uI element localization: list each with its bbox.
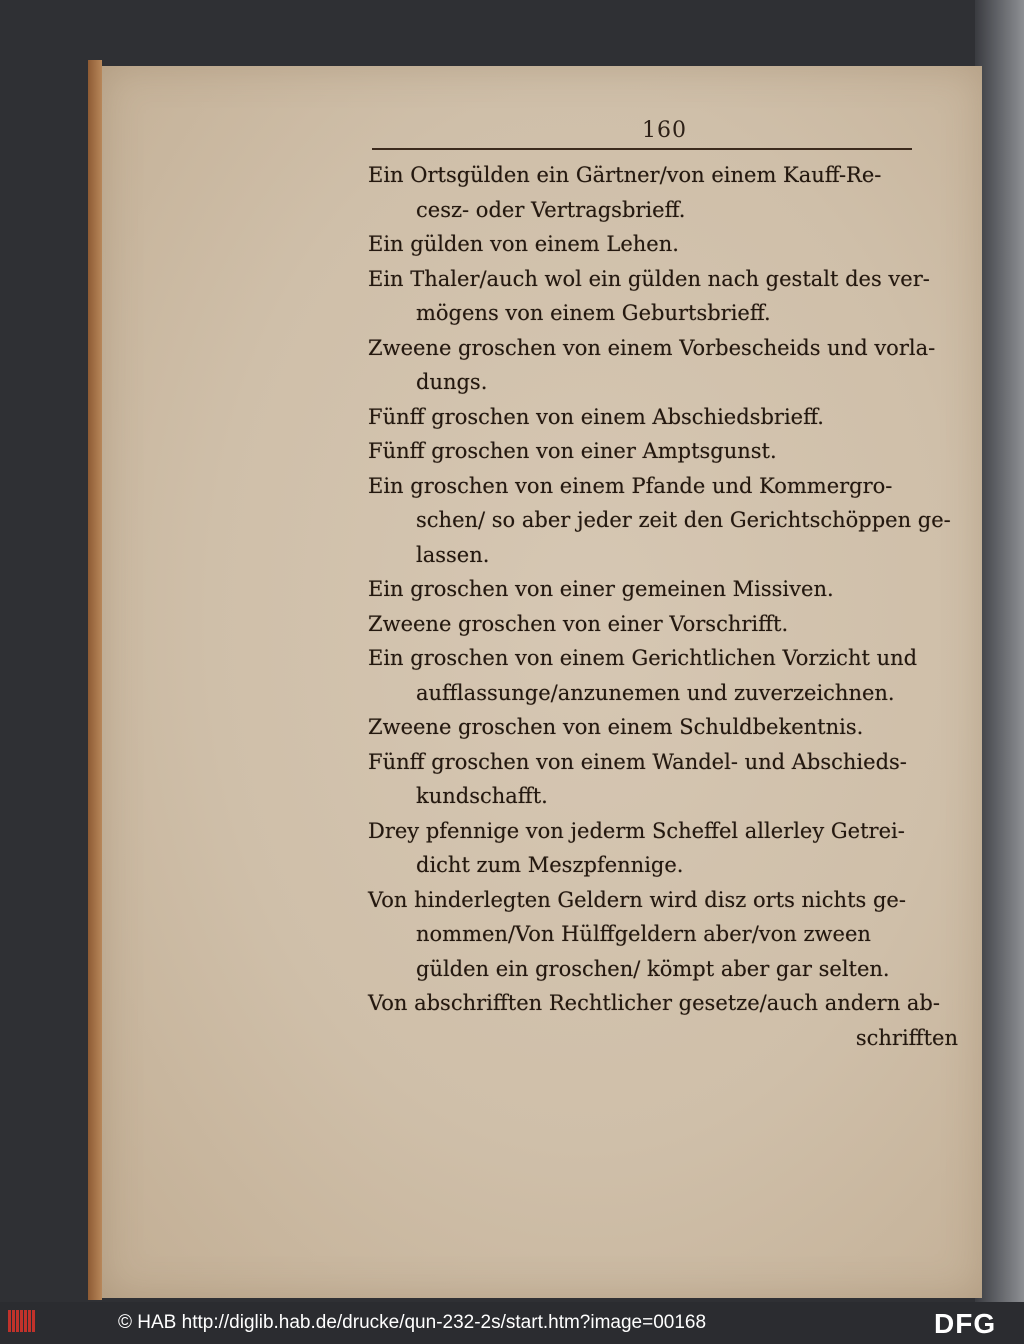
text-line: Zweene groschen von einer Vorschrifft. xyxy=(368,611,789,636)
text-line: Von hinderlegten Geldern wird disz orts nichts ge- xyxy=(368,887,906,912)
text-line: Von abschrifften Rechtlicher gesetze/auch andern ab- xyxy=(368,991,940,1015)
page-number: 160 xyxy=(642,118,687,143)
text-line: aufflassunge/anzunemen und zuverzeichnen. xyxy=(416,680,895,705)
page-text xyxy=(368,158,958,1055)
text-line: cesz- oder Vertragsbrieff. xyxy=(416,197,686,222)
dfg-logo: DFG xyxy=(934,1308,997,1339)
text-line: nommen/Von Hülffgeldern aber/von zween xyxy=(416,922,871,946)
text-line: schrifften xyxy=(855,1025,958,1050)
text-line: mögens von einem Geburtsbrieff. xyxy=(416,301,771,325)
text-line: dicht zum Meszpfennige. xyxy=(416,853,684,877)
footer-bar xyxy=(0,1302,1024,1344)
text-line: schen/ so aber jeder zeit den Gerichtschöppen ge- xyxy=(416,508,951,532)
text-line: kundschafft. xyxy=(416,784,548,808)
page-header xyxy=(372,118,912,150)
text-line: Fünff groschen von einem Wandel- und Abschieds- xyxy=(368,749,907,774)
source-url[interactable]: © HAB http://diglib.hab.de/drucke/qun-232-2s/start.htm?image=00168 xyxy=(118,1312,707,1333)
text-line: Zweene groschen von einem Vorbescheids und vorla- xyxy=(368,335,936,360)
text-line: Ein gülden von einem Lehen. xyxy=(368,232,679,256)
text-line: Fünff groschen von einer Amptsgunst. xyxy=(368,439,777,463)
text-line: dungs. xyxy=(416,370,488,394)
hab-logo xyxy=(8,1310,38,1336)
text-line: Fünff groschen von einem Abschiedsbrieff. xyxy=(368,404,824,429)
text-line: Ein groschen von einem Pfande und Kommergro- xyxy=(368,473,893,498)
adjacent-page-edge xyxy=(975,0,1024,1302)
text-line: Ein Ortsgülden ein Gärtner/von einem Kauff-Re- xyxy=(368,163,882,187)
text-line: Zweene groschen von einem Schuldbekentnis. xyxy=(368,715,864,739)
text-line: Drey pfennige von jederm Scheffel allerley Getrei- xyxy=(368,818,905,843)
text-line: Ein groschen von einem Gerichtlichen Vorzicht und xyxy=(368,646,918,670)
text-line: gülden ein groschen/ kömpt aber gar selten. xyxy=(416,956,890,981)
text-line: Ein groschen von einer gemeinen Missiven. xyxy=(368,577,834,601)
text-line: lassen. xyxy=(416,542,490,567)
text-line: Ein Thaler/auch wol ein gülden nach gestalt des ver- xyxy=(368,266,930,291)
book-page xyxy=(96,66,982,1298)
